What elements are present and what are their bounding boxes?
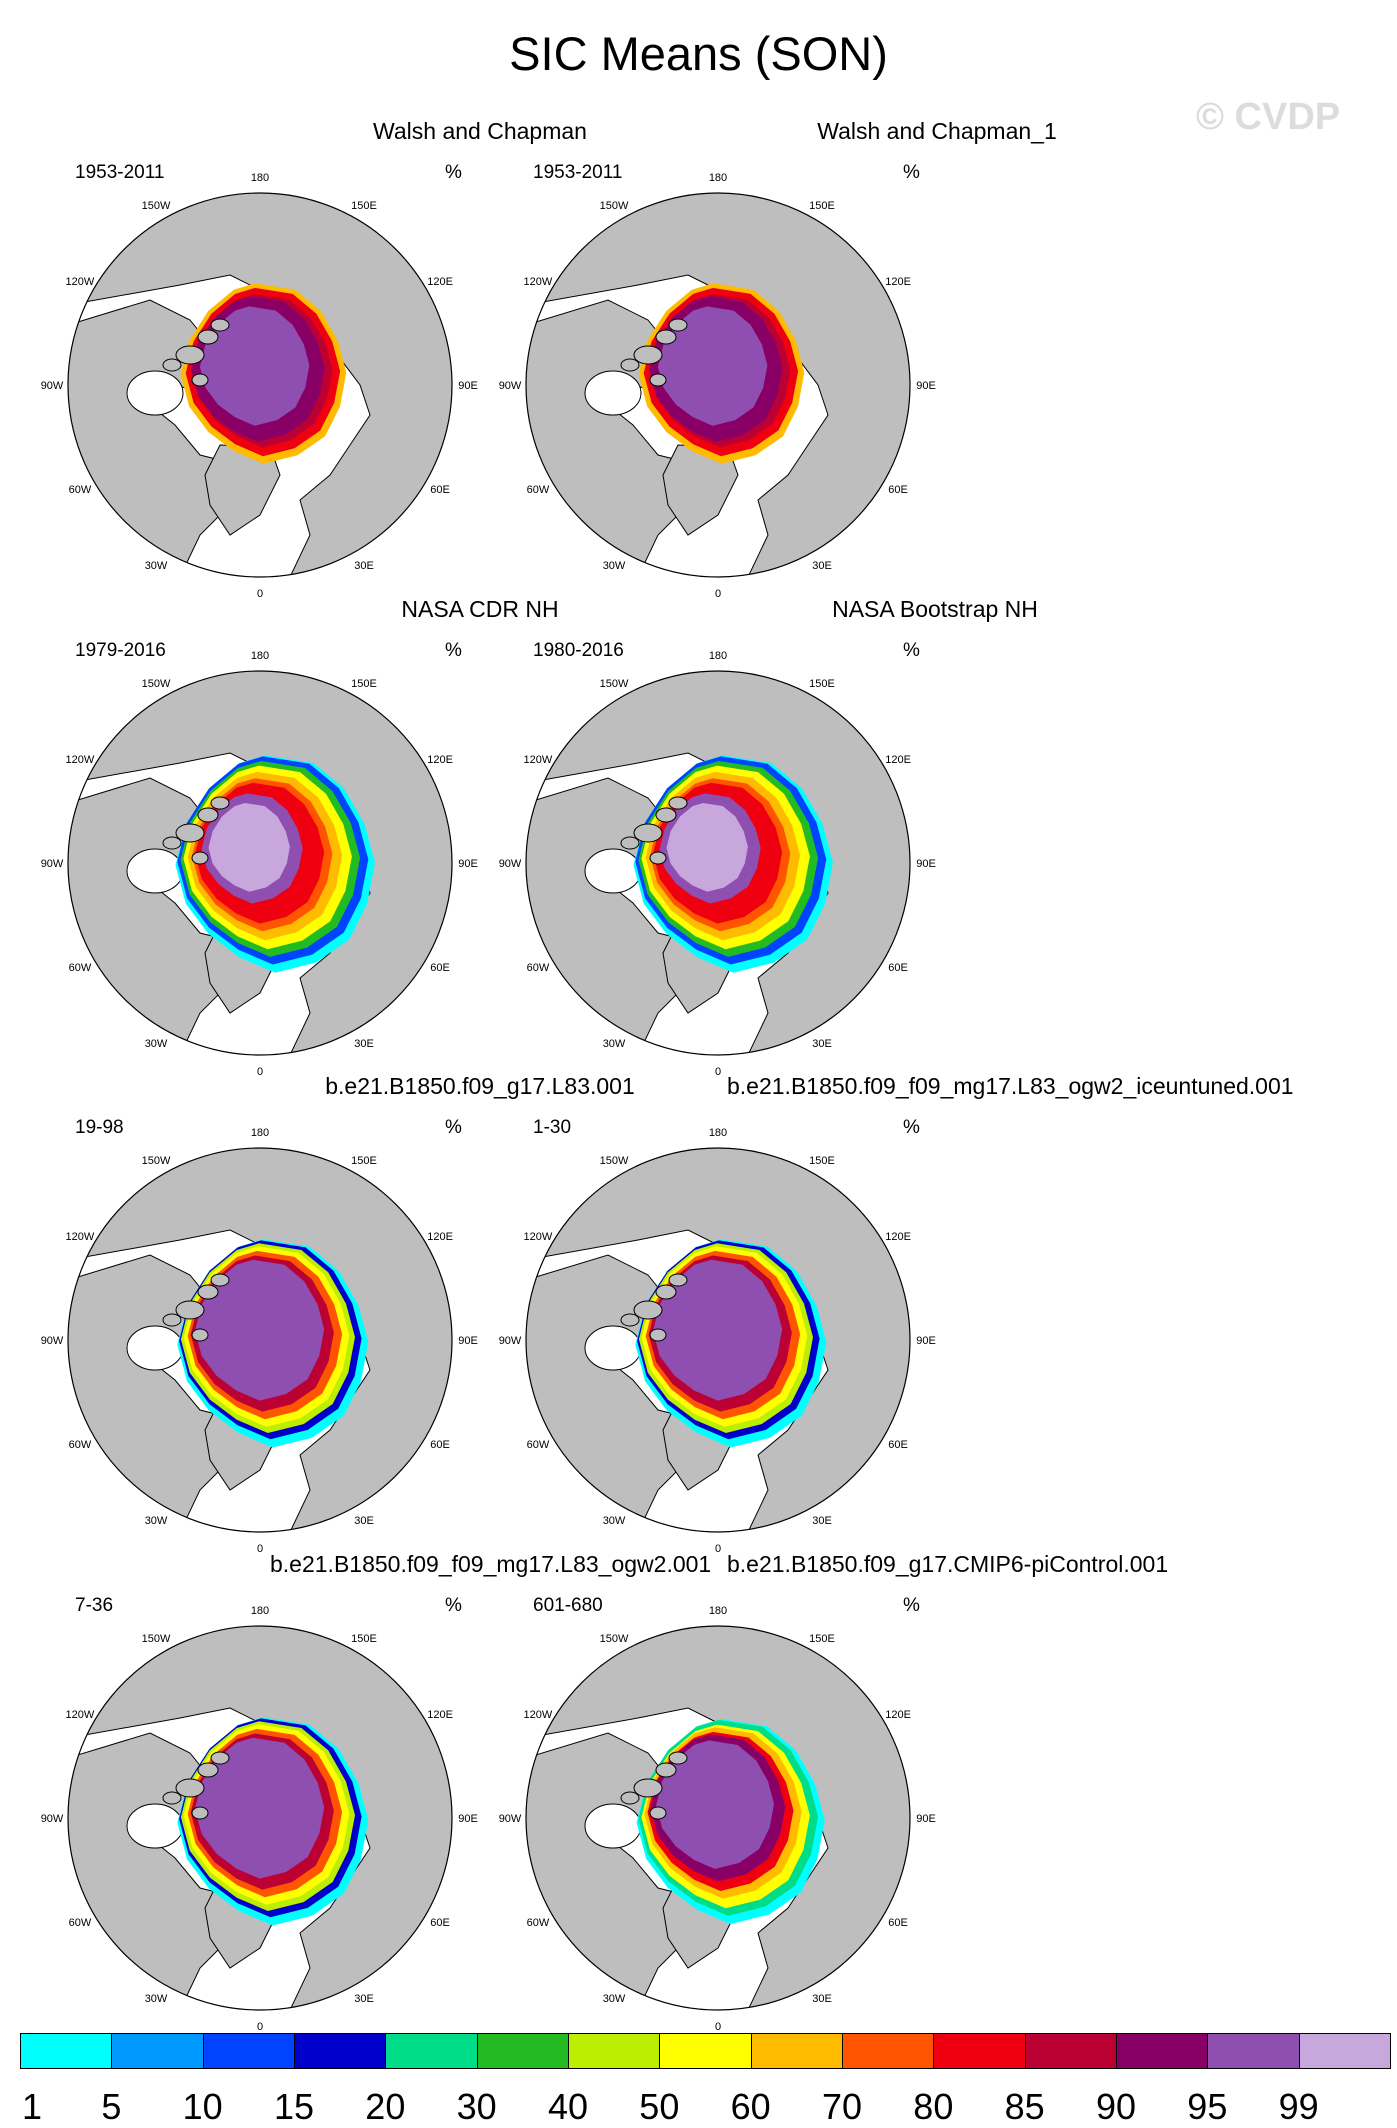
lon-label: 30E [812,560,832,573]
lon-label: 120W [523,1231,553,1243]
lon-label: 120W [65,276,95,288]
island [211,1752,229,1764]
colorbar-label: 80 [913,2086,954,2127]
panel-period: 1953-2011 [75,162,165,183]
island [650,374,666,386]
lon-label: 30W [144,560,168,573]
lon-label: 90E [458,1335,478,1347]
lon-label: 150E [351,677,377,690]
colorbar-box [568,2033,660,2069]
lon-label: 30W [602,1038,626,1051]
hudson-bay [127,1804,183,1848]
lon-label: 90E [916,858,936,870]
island [621,359,639,371]
island [192,374,208,386]
lon-label: 90W [40,1335,64,1347]
lon-label: 180 [250,1127,270,1139]
lon-label: 180 [250,650,270,662]
lon-label: 0 [256,588,264,600]
island [163,1792,181,1804]
polar-map [40,616,478,1078]
island [192,1807,208,1819]
lon-label: 120W [523,1709,553,1721]
lon-label: 60E [430,1917,450,1929]
hudson-bay [585,371,641,415]
island [669,1274,687,1286]
panel-period: 1953-2011 [533,162,623,183]
lon-label: 30E [812,1038,832,1051]
island [192,1329,208,1341]
lon-label: 30W [602,560,626,573]
lon-label: 60W [526,1917,550,1929]
panel-period: 19-98 [75,1117,124,1138]
lon-label: 0 [256,1543,264,1555]
map-panel [498,1073,1294,1555]
island [198,1285,218,1299]
panel-title: Walsh and Chapman [373,118,587,144]
panel-units: % [445,640,462,661]
lon-label: 30W [144,1515,168,1528]
island [163,837,181,849]
lon-label: 60E [430,1439,450,1451]
colorbar-box [751,2033,843,2069]
lon-label: 90W [498,1335,522,1347]
island [650,852,666,864]
lon-label: 180 [708,172,728,184]
colorbar-box [385,2033,477,2069]
hudson-bay [585,1326,641,1370]
lon-label: 120E [427,1709,453,1721]
island [621,837,639,849]
polar-map [40,138,478,600]
colorbar-label: 40 [547,2086,589,2127]
lon-label: 90W [498,1813,522,1825]
map-area [523,1626,910,2010]
lon-label: 60W [526,484,550,496]
colorbar-label: 95 [1187,2086,1228,2127]
lon-label: 150E [809,677,835,690]
lon-label: 150E [809,1632,835,1645]
island [211,797,229,809]
lon-label: 0 [714,1543,722,1555]
lon-label: 150W [141,1632,171,1645]
hudson-bay [585,849,641,893]
island [634,346,662,364]
lon-label: 0 [256,2021,264,2033]
lon-label: 150E [809,199,835,212]
lon-label: 30W [602,1515,626,1528]
island [211,319,229,331]
lon-label: 60W [68,962,92,974]
island [176,1301,204,1319]
hudson-bay [585,1804,641,1848]
panel-units: % [445,1117,462,1138]
lon-label: 180 [708,1127,728,1139]
map-area [65,1148,452,1532]
figure-title: SIC Means (SON) [509,27,888,80]
colorbar-box [842,2033,934,2069]
lon-label: 60W [68,1917,92,1929]
lon-label: 30E [354,560,374,573]
island [650,1329,666,1341]
map-area [65,671,452,1055]
colorbar-box [933,2033,1025,2069]
panel-title: b.e21.B1850.f09_f09_mg17.L83_ogw2.001 [270,1551,712,1577]
lon-label: 60E [888,1439,908,1451]
lon-label: 120W [523,754,553,766]
panel-period: 7-36 [75,1595,114,1616]
lon-label: 150E [351,1632,377,1645]
lon-label: 180 [250,172,270,184]
lon-label: 120W [65,1709,95,1721]
lon-label: 120E [427,754,453,766]
lon-label: 150W [599,199,629,212]
panel-units: % [903,162,920,183]
map-panel [498,596,1038,1078]
colorbar-box [203,2033,295,2069]
lon-label: 180 [708,650,728,662]
lon-label: 30E [354,1038,374,1051]
island [163,359,181,371]
polar-map [40,1093,478,1555]
colorbar [20,2033,1390,2069]
island [650,1807,666,1819]
island [621,1314,639,1326]
panel-title: NASA CDR NH [401,596,559,622]
lon-label: 60W [68,484,92,496]
panel-period: 1979-2016 [75,640,166,661]
colorbar-label: 10 [182,2086,223,2127]
lon-label: 30E [812,1993,832,2006]
lon-label: 120W [523,276,553,288]
lon-label: 30W [602,1993,626,2006]
lon-label: 30E [354,1993,374,2006]
lon-label: 30E [354,1515,374,1528]
polar-map [498,1093,936,1555]
island [634,1301,662,1319]
map-area [65,193,452,577]
lon-label: 60E [888,1917,908,1929]
lon-label: 0 [714,588,722,600]
lon-label: 150W [599,677,629,690]
lon-label: 60E [430,484,450,496]
panel-units: % [445,162,462,183]
lon-label: 120E [885,754,911,766]
lon-label: 30W [144,1993,168,2006]
lon-label: 120E [885,1231,911,1243]
lon-label: 150E [351,1154,377,1167]
map-panel [498,1551,1169,2033]
lon-label: 90E [916,1335,936,1347]
colorbar-box [20,2033,112,2069]
island [669,1752,687,1764]
lon-label: 180 [708,1605,728,1617]
colorbar-box [111,2033,203,2069]
lon-label: 120E [885,276,911,288]
map-area [523,1148,910,1532]
colorbar-label: 20 [365,2086,406,2127]
panel-units: % [903,640,920,661]
map-panel [40,596,559,1078]
lon-label: 60W [526,1439,550,1451]
panel-units: % [445,1595,462,1616]
map-area [523,193,910,577]
panel-title: b.e21.B1850.f09_g17.CMIP6-piControl.001 [727,1551,1169,1577]
panel-units: % [903,1117,920,1138]
island [621,1792,639,1804]
island [198,808,218,822]
panel-title: Walsh and Chapman_1 [817,118,1057,144]
colorbar-label: 85 [1004,2086,1045,2127]
island [176,346,204,364]
lon-label: 120E [427,276,453,288]
colorbar-label: 90 [1095,2086,1137,2127]
island [634,1779,662,1797]
lon-label: 0 [714,2021,722,2033]
colorbar-box [1299,2033,1391,2069]
island [656,1763,676,1777]
polar-map [498,1571,936,2033]
island [176,824,204,842]
lon-label: 60E [888,484,908,496]
map-area [523,671,910,1055]
lon-label: 90W [498,380,522,392]
lon-label: 60W [68,1439,92,1451]
lon-label: 150W [599,1154,629,1167]
map-panel [40,118,587,600]
panel-period: 601-680 [533,1595,603,1616]
lon-label: 120E [885,1709,911,1721]
island [211,1274,229,1286]
polar-map [498,616,936,1078]
island [634,824,662,842]
colorbar-label: 15 [273,2086,315,2127]
island [176,1779,204,1797]
lon-label: 90W [40,1813,64,1825]
colorbar-label: 5 [101,2086,122,2127]
colorbar-box [1025,2033,1117,2069]
lon-label: 30E [812,1515,832,1528]
lon-label: 120W [65,754,95,766]
lon-label: 120W [65,1231,95,1243]
panel-units: % [903,1595,920,1616]
island [656,330,676,344]
lon-label: 60W [526,962,550,974]
lon-label: 90W [498,858,522,870]
map-panel [498,118,1057,600]
lon-label: 150W [599,1632,629,1645]
hudson-bay [127,849,183,893]
lon-label: 0 [256,1066,264,1078]
panel-title: b.e21.B1850.f09_g17.L83.001 [325,1073,635,1099]
lon-label: 150W [141,677,171,690]
island [192,852,208,864]
lon-label: 0 [714,1066,722,1078]
colorbar-box [1116,2033,1208,2069]
colorbar-box [659,2033,751,2069]
hudson-bay [127,371,183,415]
lon-label: 150W [141,1154,171,1167]
panel-period: 1-30 [533,1117,572,1138]
lon-label: 150E [809,1154,835,1167]
lon-label: 150W [141,199,171,212]
colorbar-box [1207,2033,1299,2069]
island [669,797,687,809]
lon-label: 60E [430,962,450,974]
colorbar-label: 30 [456,2086,497,2127]
colorbar-label: 70 [821,2086,863,2127]
panel-title: b.e21.B1850.f09_f09_mg17.L83_ogw2_iceuntuned.001 [727,1073,1294,1099]
lon-label: 180 [250,1605,270,1617]
island [656,808,676,822]
polar-map [498,138,936,600]
lon-label: 90W [40,858,64,870]
island [198,330,218,344]
lon-label: 150E [351,199,377,212]
hudson-bay [127,1326,183,1370]
polar-map [40,1571,478,2033]
lon-label: 90E [916,1813,936,1825]
cvdp-watermark: © CVDP [1196,96,1341,138]
panel-period: 1980-2016 [533,640,624,661]
colorbar-box [294,2033,386,2069]
colorbar-box [477,2033,569,2069]
panel-title: NASA Bootstrap NH [832,596,1038,622]
colorbar-label: 99 [1278,2086,1319,2127]
island [163,1314,181,1326]
colorbar-label: 1 [21,2086,43,2127]
lon-label: 120E [427,1231,453,1243]
island [198,1763,218,1777]
colorbar-label: 60 [730,2086,771,2127]
lon-label: 60E [888,962,908,974]
colorbar-label: 50 [639,2086,680,2127]
lon-label: 90E [458,380,478,392]
lon-label: 90E [916,380,936,392]
lon-label: 90E [458,1813,478,1825]
island [656,1285,676,1299]
map-area [65,1626,452,2010]
lon-label: 30W [144,1038,168,1051]
island [669,319,687,331]
lon-label: 90W [40,380,64,392]
lon-label: 90E [458,858,478,870]
